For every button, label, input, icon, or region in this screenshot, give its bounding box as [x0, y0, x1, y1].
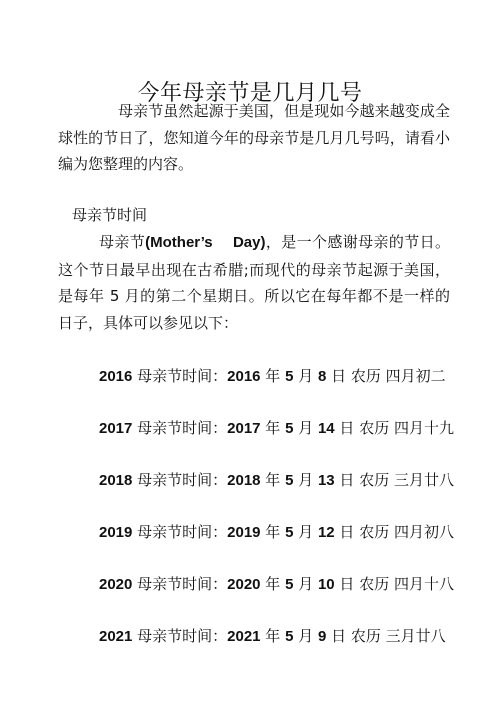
date-row: 2019 母亲节时间：2019 年 5 月 12 日 农历 四月初八 [99, 523, 454, 541]
body-paragraph [58, 229, 450, 336]
section-heading: 母亲节时间 [72, 206, 148, 224]
date-row: 2020 母亲节时间：2020 年 5 月 10 日 农历 四月十八 [99, 575, 454, 593]
date-row: 2017 母亲节时间：2017 年 5 月 14 日 农历 四月十九 [99, 419, 454, 437]
document-title: 今年母亲节是几月几号 [137, 80, 363, 106]
body-prefix: 母亲节 [99, 233, 146, 251]
date-row: 2016 母亲节时间：2016 年 5 月 8 日 农历 四月初二 [99, 367, 446, 385]
date-row: 2018 母亲节时间：2018 年 5 月 13 日 农历 三月廿八 [99, 471, 454, 489]
intro-paragraph: 母亲节虽然起源于美国，但是现如今越来越变成全球性的节日了，您知道今年的母亲节是几月几号吗，请看小编为您整理的内容。 [58, 102, 450, 173]
english-holiday-name: (Mother’s Day) [145, 234, 266, 251]
body-rest: ，是一个感谢母亲的节日。这个节日最早出现在古希腊;而现代的母亲节起源于美国，是每年 5 月的第二个星期日。所以它在每年都不是一样的日子，具体可以参见以下： [58, 233, 450, 332]
date-row: 2021 母亲节时间：2021 年 5 月 9 日 农历 三月廿八 [99, 627, 446, 645]
